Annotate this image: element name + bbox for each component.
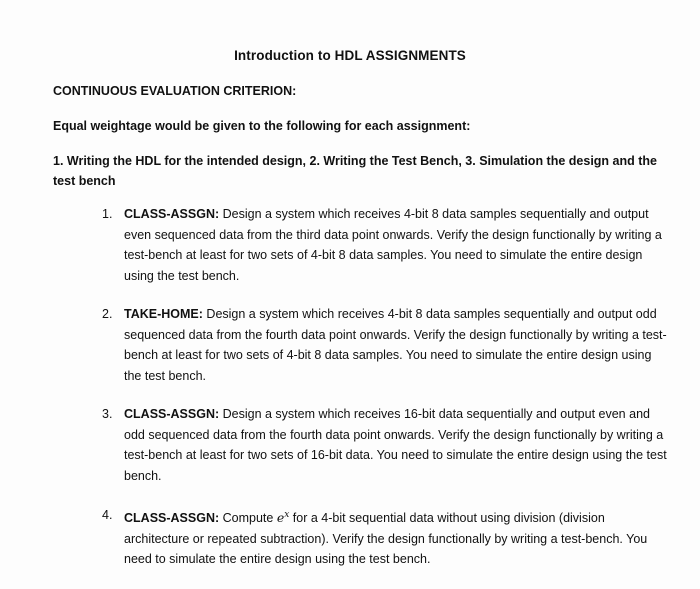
assignment-text: Design a system which receives 4-bit 8 data samples sequentially and output odd sequenced data from the fourth data point onwards. Verify the design functionally by writing a test-bench at least for two sets of 4-bit 8 data samples. You need to simulate the entire design using the test bench. (124, 307, 667, 383)
exponential-formula (277, 510, 289, 525)
assignment-number: 3. (102, 407, 113, 421)
assignment-item (102, 204, 672, 286)
assignment-number: 2. (102, 307, 113, 321)
assignment-body (124, 505, 672, 570)
assignment-text: Design a system which receives 4-bit 8 data samples sequentially and output even sequenced data from the third data point onwards. Verify the design functionally by writing a test-bench at least for two sets of 4-bit 8 data samples. You need to simulate the entire design using the test bench. (124, 207, 662, 283)
assignment-body (124, 304, 672, 386)
math-base: e (276, 510, 285, 525)
page-title: Introduction to HDL ASSIGNMENTS (234, 48, 466, 63)
math-exponent: x (284, 510, 290, 520)
assignment-tag: CLASS-ASSGN: (124, 511, 220, 525)
assignment-item (102, 404, 672, 486)
assignment-number: 4. (102, 508, 113, 522)
criterion-heading: CONTINUOUS EVALUATION CRITERION: (53, 84, 297, 98)
criteria-list: 1. Writing the HDL for the intended design, 2. Writing the Test Bench, 3. Simulation the design and the test bench (53, 154, 657, 188)
assignment-tag: CLASS-ASSGN: (124, 407, 220, 421)
assignment-body (124, 204, 672, 286)
assignment-tag: TAKE-HOME: (124, 307, 203, 321)
assignment-text-after: for a 4-bit sequential data without using division (division architecture or repeated subtraction). Verify the design functionally by writing a test-bench. You need to simulate the entire design using the test bench. (124, 511, 648, 566)
assignment-body (124, 404, 672, 486)
assignment-text: Design a system which receives 16-bit data sequentially and output even and odd sequenced data from the fourth data point onwards. Verify the design functionally by writing a test-bench at least for two sets of 16-bit data. You need to simulate the entire design using the test bench. (124, 407, 667, 483)
assignment-item (102, 505, 672, 570)
assignment-text-before: Compute (219, 511, 277, 525)
assignment-number: 1. (102, 207, 113, 221)
assignment-tag: CLASS-ASSGN: (124, 207, 220, 221)
weightage-note: Equal weightage would be given to the following for each assignment: (53, 119, 471, 133)
assignment-item (102, 304, 672, 386)
